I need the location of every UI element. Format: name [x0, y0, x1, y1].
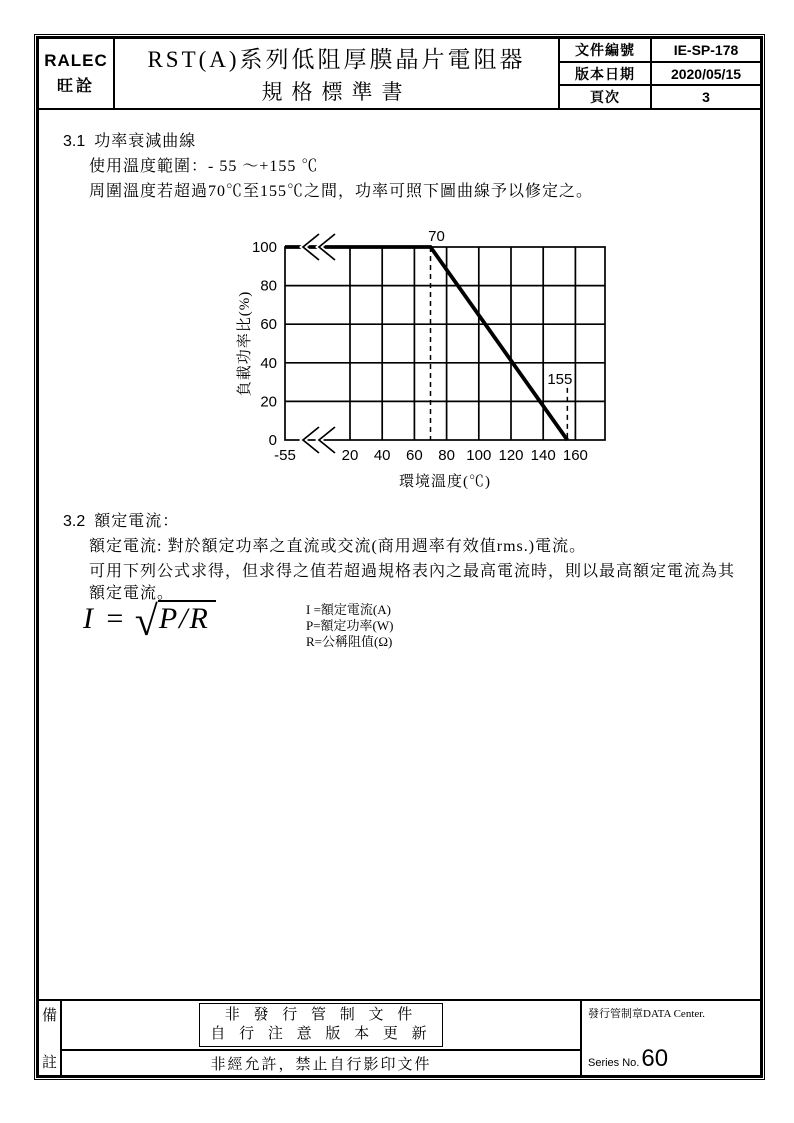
- x-axis-title: 環境溫度(℃): [399, 474, 491, 490]
- series-number-value: 60: [641, 1045, 669, 1072]
- uncontrolled-document-box: [199, 1003, 442, 1047]
- y-tick-0: 0: [268, 432, 277, 449]
- footer-remark-column: [39, 1001, 62, 1075]
- annotation-label-155: 155: [547, 370, 573, 388]
- section-3-1-number: 3.1: [63, 133, 86, 150]
- notice-box-line1: 非 發 行 管 制 文 件: [224, 1007, 418, 1023]
- doc-number-label: 文件編號: [560, 39, 652, 61]
- document-title-cell: [115, 39, 560, 108]
- section-3-2-title: 額定電流：: [94, 513, 180, 530]
- plot-frame: [285, 247, 605, 440]
- issue-control-stamp-label: 發行管制章DATA Center.: [588, 1008, 706, 1020]
- version-date-value: 2020/05/15: [670, 65, 742, 82]
- section-3-2-line2: 可用下列公式求得，但求得之值若超過規格表內之最高電流時，則以最高額定電流為其: [89, 563, 736, 580]
- footer-table: [39, 999, 760, 1075]
- y-tick-80: 80: [260, 277, 277, 295]
- header-table: [39, 39, 760, 110]
- power-derating-chart: [235, 205, 635, 497]
- section-3-2-heading: [63, 508, 179, 531]
- y-axis-title: 負載功率比(%): [237, 290, 253, 397]
- footer-notice-row: [62, 1001, 580, 1051]
- document-meta: [560, 39, 760, 108]
- doc-number-value: IE-SP-178: [673, 41, 739, 58]
- section-3-1-line1: 使用溫度範圍：- 55 ～+155 ℃: [89, 158, 319, 175]
- copy-prohibition-notice: 非經允許，禁止自行影印文件: [210, 1056, 432, 1073]
- meta-row-page: [560, 86, 760, 108]
- y-tick-20: 20: [260, 393, 277, 411]
- remark-char-top: 備: [41, 1008, 57, 1024]
- series-number-label: Series No.: [588, 1057, 640, 1069]
- x-tick-160: 160: [562, 447, 588, 464]
- formula-equals: =: [104, 602, 127, 635]
- legend-current: I =額定電流(A): [306, 602, 391, 617]
- footer-center: [62, 1001, 580, 1075]
- company-name-en: RALEC: [44, 51, 108, 70]
- section-3-2-line1: 額定電流: 對於額定功率之直流或交流(商用週率有效值rms.)電流。: [89, 538, 587, 555]
- series-number: [588, 1045, 668, 1073]
- section-3-2-line3: 額定電流。: [89, 585, 175, 602]
- legend-power: P=額定功率(W): [306, 618, 394, 633]
- document-subtitle: 規格標準書: [261, 80, 412, 104]
- radical-sign: √: [134, 599, 158, 645]
- page-body: [39, 110, 760, 999]
- document-title: RST(A)系列低阻厚膜晶片電阻器: [147, 47, 526, 72]
- notice-box-line2: 自 行 注 意 版 本 更 新: [210, 1026, 432, 1042]
- footer-stamp-column: [580, 1001, 760, 1075]
- page-border: [36, 36, 763, 1078]
- x-tick-120: 120: [498, 447, 524, 464]
- x-tick-100: 100: [466, 447, 492, 464]
- x-tick-60: 60: [406, 447, 423, 464]
- section-3-1-title: 功率衰減曲線: [94, 133, 197, 150]
- x-tick-40: 40: [373, 447, 391, 464]
- x-tick-20: 20: [341, 447, 359, 464]
- remark-char-bottom: 註: [41, 1055, 57, 1071]
- legend-resistance: R=公稱阻值(Ω): [306, 634, 393, 649]
- formula-legend: [306, 602, 394, 650]
- power-derating-curve: [285, 247, 567, 440]
- x-tick--55: -55: [274, 447, 296, 464]
- formula-lhs: I: [83, 602, 95, 635]
- version-date-label: 版本日期: [560, 63, 652, 85]
- page-number-label: 頁次: [560, 86, 652, 108]
- company-logo: [39, 39, 115, 108]
- page-number-value: 3: [702, 89, 710, 106]
- x-tick-80: 80: [438, 447, 455, 464]
- meta-row-doc-number: [560, 39, 760, 63]
- section-3-1-heading: [63, 128, 196, 151]
- section-3-1-line2: 周圍溫度若超過70℃至155℃之間，功率可照下圖曲線予以修定之。: [89, 183, 594, 200]
- y-tick-60: 60: [260, 316, 277, 334]
- meta-row-version-date: [560, 63, 760, 87]
- section-3-2-number: 3.2: [63, 513, 86, 530]
- annotation-label-70: 70: [428, 228, 445, 245]
- formula-radicand: P/R: [158, 600, 216, 635]
- y-tick-100: 100: [251, 239, 277, 256]
- y-tick-40: 40: [260, 354, 277, 372]
- rated-current-formula: [83, 598, 216, 646]
- company-name-cn: 旺詮: [56, 78, 95, 95]
- derating-chart-container: [235, 205, 635, 502]
- x-tick-140: 140: [530, 447, 556, 464]
